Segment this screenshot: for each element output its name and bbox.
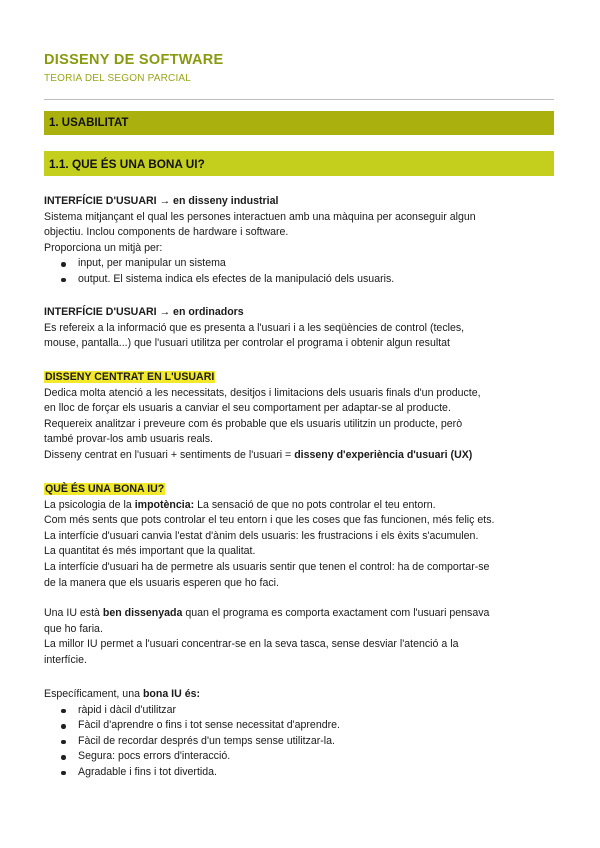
paragraph-line: mouse, pantalla...) que l'usuari utilitza per controlar el programa i obtenir algun resultat (44, 337, 450, 350)
paragraph-line: Dedica molta atenció a les necessitats, desitjos i limitacions dels usuaris finals d'un producte, (44, 386, 481, 399)
specific-line (44, 687, 556, 703)
ux-term: disseny d'experiència d'usuari (UX) (294, 448, 473, 461)
paragraph-line: La quantitat és més important que la qualitat. (44, 545, 256, 558)
paragraph-line: La interfície d'usuari canvia l'estat d'ànim dels usuaris: les frustracions i els èxits s'acumulen. (44, 529, 479, 542)
header-divider (44, 99, 554, 100)
list-item: Fàcil de recordar després d'un temps sense utilitzar-la. (44, 734, 556, 750)
ucd-block (44, 370, 556, 464)
computer-ui-block (44, 305, 556, 352)
computer-ui-heading: INTERFÍCIE D'USUARI → en ordinadors (44, 306, 244, 318)
list-item: Fàcil d'aprendre o fins i tot sense necessitat d'aprendre. (44, 718, 556, 734)
well-designed-line (44, 606, 556, 622)
paragraph-line: també provar-los amb usuaris reals. (44, 433, 213, 446)
section-heading-usabilitat (44, 111, 554, 135)
paragraph-line: Proporciona un mitjà per: (44, 241, 163, 254)
list-item: output. El sistema indica els efectes de la manipulació dels usuaris. (44, 272, 556, 288)
impotence-line (44, 498, 556, 514)
section-heading-label: 1. USABILITAT (49, 117, 129, 129)
paragraph-line: que ho faria. (44, 622, 103, 635)
paragraph-line: Com més sents que pots controlar el teu entorn i que les coses que fas funcionen, més feliç ets. (44, 514, 495, 527)
well-designed-prefix: Una IU està (44, 607, 103, 619)
document-subtitle: TEORIA DEL SEGON PARCIAL (44, 73, 192, 84)
ux-definition-line (44, 448, 556, 464)
well-designed-rest: quan el programa es comporta exactament com l'usuari pensava (182, 607, 490, 619)
io-list (44, 256, 556, 287)
paragraph-line: La interfície d'usuari ha de permetre als usuaris sentir que tenen el control: ha de comportar-se (44, 560, 490, 573)
impotence-rest: La sensació de que no pots controlar el teu entorn. (194, 498, 436, 511)
good-ui-qualities-list (44, 703, 556, 781)
paragraph-line: Sistema mitjançant el qual les persones interactuen amb una màquina per aconseguir algun (44, 210, 476, 223)
specific-term: bona IU és: (142, 688, 201, 700)
well-designed-term: ben dissenyada (102, 607, 183, 619)
document-title: DISSENY DE SOFTWARE (44, 52, 224, 68)
ux-prefix: Disseny centrat en l'usuari + sentiments de l'usuari = (44, 448, 295, 461)
list-item: ràpid i dàcil d'utilitzar (44, 703, 556, 719)
impotence-prefix: La psicologia de la (44, 498, 135, 511)
ucd-heading: DISSENY CENTRAT EN L'USUARI (45, 371, 215, 383)
paragraph-line: Es refereix a la informació que es presenta a l'usuari i a les seqüències de control (tecles, (44, 321, 465, 334)
subsection-heading-label: 1.1. QUE ÉS UNA BONA UI? (49, 156, 205, 171)
impotence-term: impotència: (134, 498, 195, 511)
paragraph-line: objectiu. Inclou components de hardware i software. (44, 226, 289, 239)
specific-prefix: Específicament, una (44, 688, 143, 700)
paragraph-line: de la manera que els usuaris esperen que ho faci. (44, 576, 279, 589)
industrial-ui-block (44, 194, 556, 288)
paragraph-line: Requereix analitzar i preveure com és probable que els usuaris utilitzin un producte, però (44, 417, 463, 430)
good-ui-block (44, 482, 556, 591)
list-item: Agradable i fins i tot divertida. (44, 765, 556, 781)
paragraph-line: en lloc de forçar els usuaris a canviar el seu comportament per adaptar-se al producte. (44, 402, 451, 415)
subsection-heading-bona-ui (44, 151, 554, 176)
good-ui-heading: QUÈ ÉS UNA BONA IU? (45, 483, 165, 495)
list-item: Segura: pocs errors d'interacció. (44, 749, 556, 765)
list-item: input, per manipular un sistema (44, 256, 556, 272)
paragraph-line: interfície. (44, 653, 87, 666)
well-designed-block (44, 606, 556, 668)
paragraph-line: La millor IU permet a l'usuari concentrar-se en la seva tasca, sense desviar l'atenció a la (44, 638, 459, 651)
good-ui-list-block (44, 687, 556, 781)
industrial-ui-heading: INTERFÍCIE D'USUARI → en disseny industrial (44, 195, 279, 207)
